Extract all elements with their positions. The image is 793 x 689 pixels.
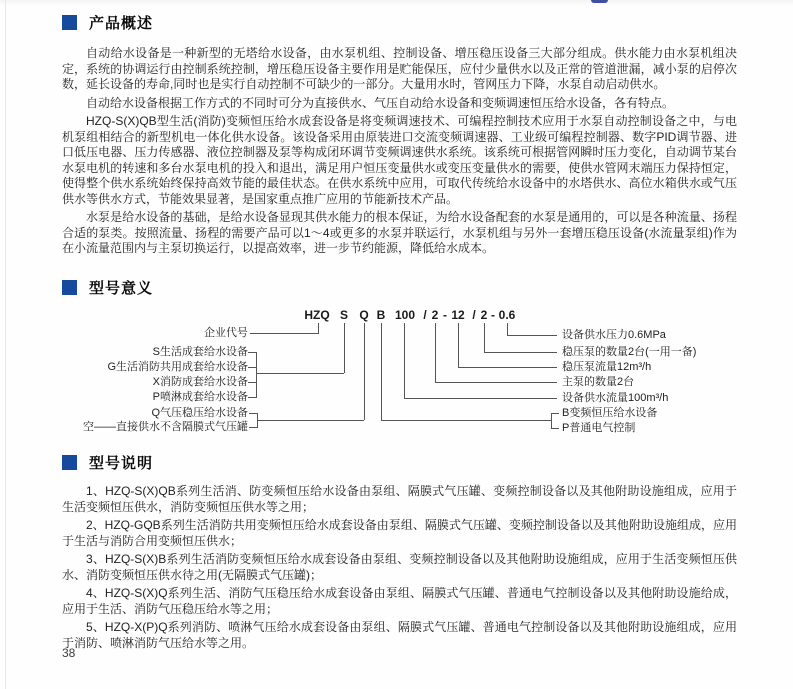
connector-line bbox=[484, 323, 485, 352]
model-description-list bbox=[62, 483, 737, 652]
model-token: B bbox=[376, 307, 386, 322]
diagram-label-right: P普通电气控制 bbox=[562, 421, 636, 434]
connector-line bbox=[458, 367, 557, 368]
bracket-tick bbox=[249, 413, 257, 414]
model-token: / bbox=[472, 307, 476, 322]
section-bullet-square bbox=[62, 15, 77, 30]
diagram-label-left: G生活消防共用成套给水设备 bbox=[107, 360, 248, 373]
section-title: 型号意义 bbox=[89, 279, 154, 297]
section-bullet-square bbox=[62, 455, 77, 470]
diagram-label-left: X消防成套给水设备 bbox=[152, 375, 248, 388]
bracket-line bbox=[551, 413, 552, 429]
model-code-diagram bbox=[0, 300, 793, 440]
model-description-item: 4、HZQ-S(X)Q系列生活、消防气压稳压给水成套设备由泵组、隔膜式气压罐、普通电气控制设备以及其他附助设施给成，应用于生活、消防气压稳压给水等之用； bbox=[62, 585, 737, 616]
overview-paragraph: 自动给水设备根据工作方式的不同时可分为直接供水、气压自动给水设备和变频调速恒压给水设备，各有特点。 bbox=[86, 95, 675, 110]
model-description-item: 2、HZQ-GQB系列生活消防共用变频恒压给水成套设备由泵组、隔膜式气压罐、变频控制设备以及其他附助设施组成，应用于生活与消防合用变频恒压供水； bbox=[62, 517, 737, 548]
model-token: HZQ bbox=[304, 307, 330, 322]
connector-line bbox=[507, 323, 508, 335]
model-token: S bbox=[339, 307, 349, 322]
diagram-label-right: 主泵的数量2台 bbox=[562, 375, 635, 388]
connector-line bbox=[257, 420, 364, 421]
connector-line bbox=[381, 420, 551, 421]
diagram-label-right: 设备供水流量100m³/h bbox=[562, 391, 669, 404]
connector-line bbox=[404, 323, 405, 398]
diagram-label-left: 企业代号 bbox=[204, 326, 248, 339]
model-description-item: 5、HZQ-X(P)Q系列消防、喷淋气压给水成套设备由泵组、隔膜式气压罐、普通电气控制设备以及其他附助设施组成，应用于消防、喷淋消防气压给水等之用。 bbox=[62, 619, 737, 650]
section-heading-model-description bbox=[62, 452, 737, 473]
connector-line bbox=[435, 382, 557, 383]
connector-line bbox=[250, 333, 318, 334]
page-top-edge bbox=[0, 0, 793, 6]
connector-line bbox=[364, 323, 365, 420]
model-token: Q bbox=[359, 307, 369, 322]
overview-paragraph: 水泵是给水设备的基础，是给水设备显现其供水能力的根本保证，为给水设备配套的水泵是通用的，可以是各种流量、扬程合适的泵类。按照流量、扬程的需要产品可以1～4或更多的水泵并联运行，水泵机组与另外一套增压稳压设备(水流量泵组)作为在小流量范围内与主泵切换运行，以提高效率，进一步节约能源，降低给水成本。 bbox=[62, 210, 737, 255]
model-token: 2 bbox=[431, 307, 439, 322]
model-token: 2 bbox=[480, 307, 488, 322]
bracket-tick bbox=[248, 352, 256, 353]
connector-line bbox=[318, 323, 319, 334]
diagram-label-left: P喷淋成套给水设备 bbox=[152, 390, 248, 403]
connector-line bbox=[381, 323, 382, 420]
bracket-tick bbox=[248, 382, 256, 383]
overview-paragraph: HZQ-S(X)QB型生活(消防)变频恒压给水成套设备是将变频调速技术、可编程控制技术应用于水泵自动控制设备之中，与电机泵组相结合的新型机电一体化供水设备。该设备采用由原装进口交流变频调速器、工业级可编程控制器、数字PID调节器、进口低压电器、压力传感器、液位控制器及泵等构成闭环调节变频调速供水系统。该系统可根据管网瞬时压力变化，自动调节某台水泵电机的转速和多台水泵电机的投入和退出，满足用户恒压变量供水或变压变量供水的需要，使供水管网末端压力保持恒定，使得整个供水系统始终保持高效节能的最佳状态。在供水系统中应用，可取代传统给水设备中的水塔供水、高位水箱供水或气压供水等供水方式，节能效果显著，是国家重点推广应用的节能新技术产品。 bbox=[62, 114, 737, 206]
connector-line bbox=[256, 373, 344, 374]
diagram-label-left: 空——直接供水不含隔膜式气压罐 bbox=[83, 420, 248, 433]
bracket-line bbox=[257, 413, 258, 428]
connector-line bbox=[404, 398, 557, 399]
section-bullet-square bbox=[62, 280, 77, 295]
bracket-tick bbox=[551, 428, 559, 429]
diagram-label-left: S生活成套给水设备 bbox=[152, 345, 248, 358]
bracket-tick bbox=[249, 427, 257, 428]
overview-paragraph: 自动给水设备是一种新型的无塔给水设备，由水泵机组、控制设备、增压稳压设备三大部分组成。供水能力由水泵机组决定，系统的协调运行由控制系统控制，增压稳压设备主要作用是贮能保压，应付少量供水以及正常的管道泄漏，减小泵的启停次数，延长设备的寿命,同时也是实行自动控制不可缺少的一部分。大量用水时，管网压力下降，水泵自动启动供水。 bbox=[62, 46, 737, 91]
connector-line bbox=[484, 352, 557, 353]
model-token: / bbox=[423, 307, 427, 322]
section-heading-model-meaning bbox=[62, 277, 737, 298]
section-title: 型号说明 bbox=[89, 454, 154, 472]
top-blue-mark bbox=[591, 0, 608, 3]
model-description-item: 3、HZQ-S(X)B系列生活消防变频恒压给水成套设备由泵组、变频控制设备以及其他附助设施组成，应用于生活变频恒压供水、消防变频恒压供水待之用(无隔膜式气压罐)； bbox=[62, 551, 737, 582]
model-token: - bbox=[443, 307, 447, 322]
diagram-label-right: B变频恒压给水设备 bbox=[562, 406, 658, 419]
model-token: 0.6 bbox=[498, 307, 516, 322]
connector-line bbox=[507, 335, 557, 336]
page-number: 38 bbox=[62, 646, 76, 660]
diagram-label-right: 设备供水压力0.6MPa bbox=[562, 328, 666, 341]
diagram-label-right: 稳压泵的数量2台(一用一备) bbox=[562, 345, 697, 358]
bracket-line bbox=[256, 352, 257, 398]
section-title: 产品概述 bbox=[89, 15, 154, 32]
bracket-tick bbox=[248, 397, 256, 398]
section-heading-overview bbox=[62, 12, 737, 33]
diagram-label-left: Q气压稳压给水设备 bbox=[151, 406, 248, 419]
connector-line bbox=[344, 323, 345, 373]
diagram-label-right: 稳压泵流量12m³/h bbox=[562, 360, 652, 373]
connector-line bbox=[435, 323, 436, 382]
model-token: - bbox=[491, 307, 495, 322]
connector-line bbox=[458, 323, 459, 367]
model-token: 12 bbox=[451, 307, 465, 322]
model-description-item: 1、HZQ-S(X)QB系列生活消、防变频恒压给水设备由泵组、隔膜式气压罐、变频控制设备以及其他附助设施组成，应用于生活变频恒压供水，消防变频恒压供水等之用； bbox=[62, 483, 737, 514]
model-token: 100 bbox=[394, 307, 416, 322]
bracket-tick bbox=[248, 367, 256, 368]
bracket-tick bbox=[551, 413, 559, 414]
